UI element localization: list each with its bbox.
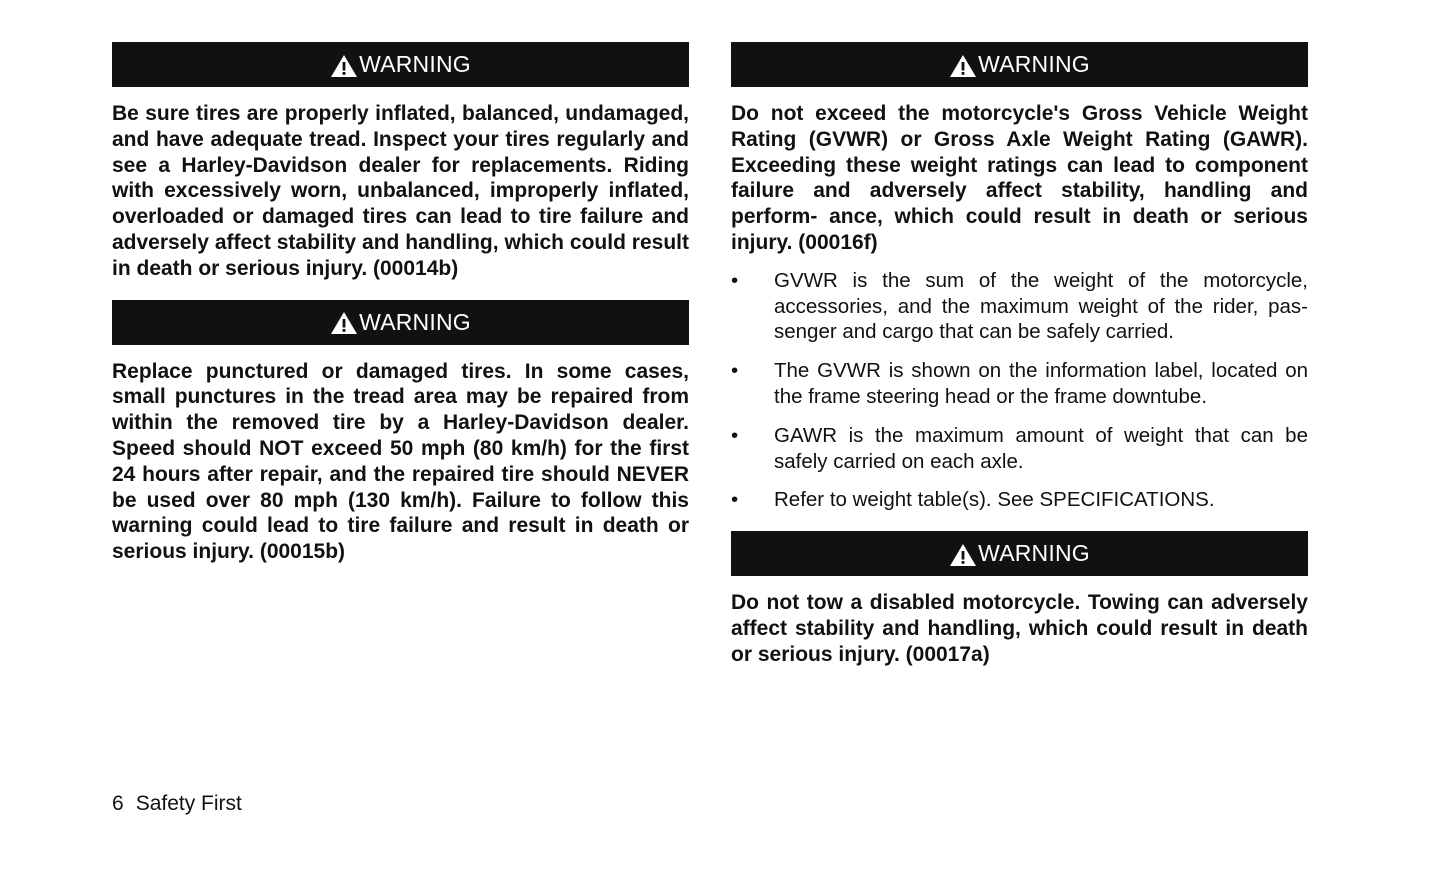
warning-header (112, 42, 689, 87)
list-item (731, 423, 1308, 475)
list-item (731, 487, 1308, 513)
warning-title: WARNING (359, 308, 471, 335)
right-column (731, 42, 1308, 668)
section-title: Safety First (135, 792, 242, 815)
warning-title: WARNING (359, 51, 471, 77)
bullet-text: Refer to weight table(s). See SPECIFICATIONS. (774, 488, 1215, 512)
bullet-text: GVWR is the sum of the weight of the motorcycle, accessories, and the maximum weight of the rider, pas- senger and cargo that can be safely carried. (774, 268, 1308, 344)
left-column (112, 42, 689, 565)
page-footer (112, 792, 242, 816)
warning-header (112, 300, 689, 345)
bullet-icon: • (731, 488, 739, 512)
bullet-icon: • (731, 268, 739, 292)
warning-header (731, 42, 1308, 87)
warning-header (731, 531, 1308, 576)
page-number: 6 (112, 792, 124, 815)
list-item (731, 358, 1308, 410)
warning-text: Be sure tires are properly inflated, balanced, undamaged, and have adequate tread. Inspect your tires regularly and see a Harley-Davidson dealer for replacements. Riding with excessively worn, unbalanced, improperly inflated, overloaded or damaged tires can lead to tire failure and adversely affect stability and handling, which could result in death or serious injury. (00014b) (112, 102, 689, 280)
warning-text: Replace punctured or damaged tires. In some cases, small punctures in the tread area may be repaired from within the removed tire by a Harley-Davidson dealer. Speed should NOT exceed 50 mph (80 km/h) for the first 24 hours after repair, and the repaired tire should NEVER be used over 80 mph (130 km/h). Failure to follow this warning could lead to tire failure and result in death or serious injury. (00015b) (112, 359, 689, 564)
list-item (731, 268, 1308, 345)
warning-triangle-icon (949, 54, 977, 78)
warning-title: WARNING (978, 540, 1090, 567)
bullet-text: GAWR is the maximum amount of weight that can be safely carried on each axle. (774, 423, 1308, 473)
bullet-text: The GVWR is shown on the information label, located on the frame steering head or the frame downtube. (774, 359, 1308, 408)
warning-triangle-icon (330, 311, 358, 335)
warning-text: Do not exceed the motorcycle's Gross Vehicle Weight Rating (GVWR) or Gross Axle Weight Rating (GAWR). Exceeding these weight ratings can lead to component failure and adversely affect stability, handling and perform- ance, which could result in death or serious injury. (00016f) (731, 102, 1308, 254)
bullet-icon: • (731, 423, 739, 447)
bullet-list (731, 268, 1308, 513)
warning-triangle-icon (330, 54, 358, 78)
bullet-icon: • (731, 359, 739, 383)
warning-triangle-icon (949, 543, 977, 567)
warning-text: Do not tow a disabled motorcycle. Towing can adversely affect stability and handling, which could result in death or serious injury. (00017a) (731, 591, 1308, 666)
warning-title: WARNING (978, 51, 1090, 77)
